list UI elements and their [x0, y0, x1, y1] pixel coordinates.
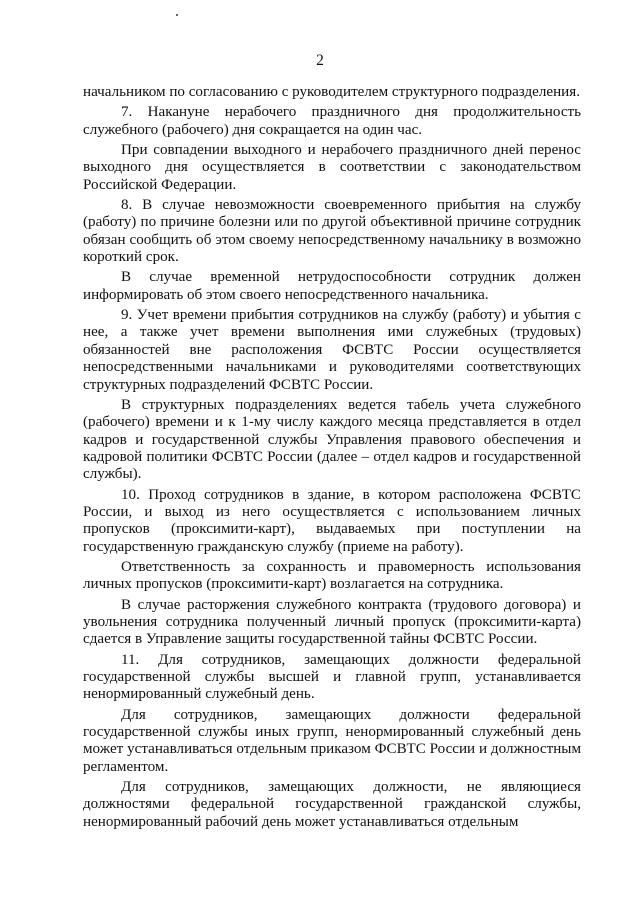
paragraph-pass-return: В случае расторжения служебного контракта (трудового договора) и увольнения сотрудника полученный личный пропуск (проксимити-карта) сдается в Управление защиты государственной тайны ФСВТС России.	[83, 596, 581, 648]
page-number: 2	[316, 52, 324, 69]
paragraph-timesheet: В структурных подразделениях ведется табель учета служебного (рабочего) времени и к 1-му числу каждого месяца представляется в отдел кадров и государственной службы Управления правового обеспечения и кадровой политики ФСВТС России (далее – отдел кадров и государственной службы).	[83, 396, 581, 483]
document-body	[83, 84, 581, 834]
paragraph-pass-responsibility: Ответственность за сохранность и правомерность использования личных пропусков (проксимити-карт) возлагается на сотрудника.	[83, 558, 581, 593]
scan-speck	[176, 14, 178, 16]
paragraph-holiday-transfer: При совпадении выходного и нерабочего праздничного дней перенос выходного дня осуществляется в соответствии с законодательством Российской Федерации.	[83, 142, 581, 193]
paragraph-continuation: начальником по согласованию с руководителем структурного подразделения.	[83, 84, 580, 100]
paragraph-item-10: 10. Проход сотрудников в здание, в котором расположена ФСВТС России, и выход из него осуществляется с использованием личных пропусков (проксимити-карт), выдаваемых при поступлении на государственную гражданскую службу (приеме на работу).	[83, 486, 581, 555]
paragraph-item-11: 11. Для сотрудников, замещающих должности федеральной государственной службы высшей и главной групп, устанавливается ненормированный служебный день.	[83, 651, 581, 703]
paragraph-non-civil-service: Для сотрудников, замещающих должности, не являющиеся должностями федеральной государственной гражданской службы, ненормированный рабочий день может устанавливаться отдельным	[83, 779, 581, 830]
paragraph-item-8: 8. В случае невозможности своевременного прибытия на службу (работу) по причине болезни или по другой объективной причине сотрудник обязан сообщить об этом своему непосредственному начальнику в возможно короткий срок.	[83, 197, 581, 266]
paragraph-other-groups: Для сотрудников, замещающих должности федеральной государственной службы иных групп, ненормированный служебный день может устанавливаться отдельным приказом ФСВТС России и должностным регламентом.	[83, 706, 581, 775]
paragraph-item-9: 9. Учет времени прибытия сотрудников на службу (работу) и убытия с нее, а также учет времени выполнения ими служебных (трудовых) обязанностей вне расположения ФСВТС России осуществляется непосредственными начальниками и руководителями соответствующих структурных подразделений ФСВТС России.	[83, 307, 581, 393]
paragraph-disability: В случае временной нетрудоспособности сотрудник должен информировать об этом своего непосредственного начальника.	[83, 269, 581, 303]
paragraph-item-7: 7. Накануне нерабочего праздничного дня продолжительность служебного (рабочего) дня сокращается на один час.	[83, 104, 581, 138]
